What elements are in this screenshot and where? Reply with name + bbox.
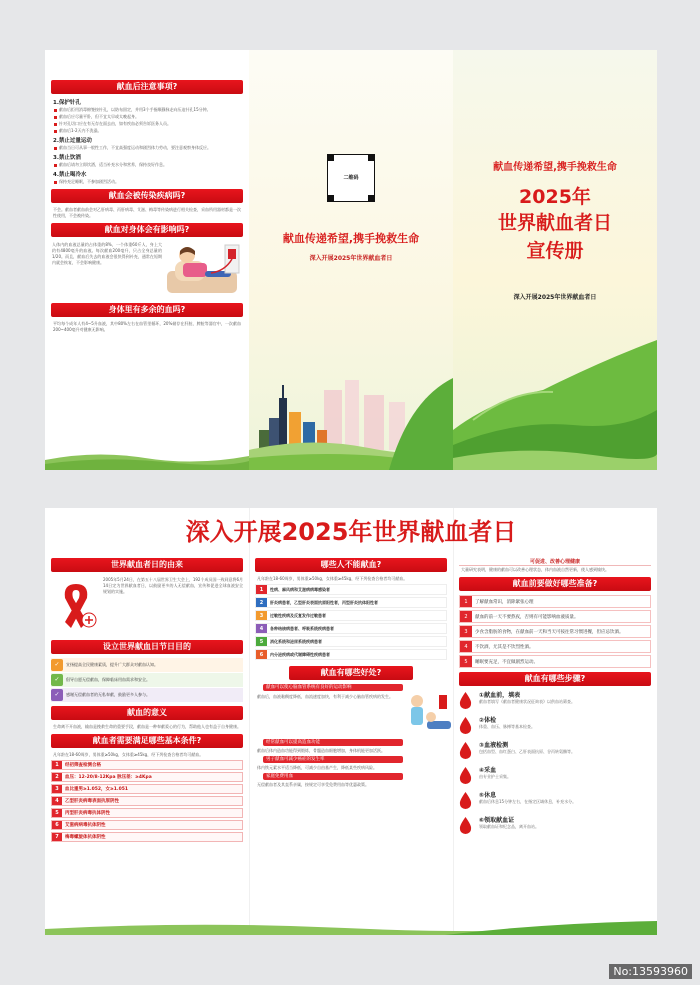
benefits-title: 献血有哪些好处? — [289, 666, 413, 680]
step-item: ①献血前，填表 献血者填写《献血者健康状况征询表》以供血站筛查。 — [479, 690, 651, 712]
blood-drop-icon — [459, 742, 472, 759]
watermark: No:13593960 — [609, 964, 692, 979]
intro-text: 大量研究表明，健康的献血可以改善心理状态，体内血液自然更新，使人感到愉快。 — [461, 567, 609, 572]
back-slogan: 献血传递希望,携手挽救生命 — [282, 232, 420, 245]
blood-drop-icon — [459, 767, 472, 784]
condition-item: 6 艾滋病病毒抗体阴性 — [51, 820, 243, 830]
back-subtitle: 深入开展2025年世界献血者日 — [309, 255, 393, 262]
condition-item: 4 乙型肝炎病毒表面抗原阴性 — [51, 796, 243, 806]
s2-title: 2.禁止过量运动 — [53, 138, 92, 144]
cover-year: 2025年 — [519, 186, 591, 208]
prep-title: 献血前要做好哪些准备? — [459, 577, 651, 591]
benefit-heading: 献血可以使心脑血管系统有良好的运动影响 — [263, 684, 403, 691]
benefit-heading: 经常献血可以提高造血功能 — [263, 739, 403, 746]
prep-item: 5 睡眠要充足，不宜做剧烈运动。 — [459, 655, 651, 668]
benefit-text: 体内铁元素水平适当降低，可减少自由基产生，降低某些疾病风险。 — [257, 765, 377, 770]
purpose-item: ✓ 倡导自愿无偿献血，保障临床用血需求和安全。 — [51, 673, 243, 687]
reason-item: 6 内分泌疾病或代谢障碍性疾病患者 — [255, 649, 447, 660]
conditions-text: 凡年龄在18-60周岁，男体重≥50kg，女体重≥45kg，经下列检查合格者均可献血。 — [53, 752, 204, 757]
brochure-outer-sheet — [45, 50, 657, 470]
benefit-text: 献血后，血液黏稠度降低，血流速度加快，有利于减少心脑血管疾病的发生。 — [257, 694, 393, 699]
step-item: ③血液检测 包括血型、血红蛋白、乙肝表面抗原、谷丙转氨酶等。 — [479, 740, 651, 762]
prep-item: 4 不饮酒，尤其是不饮烈性酒。 — [459, 640, 651, 653]
step-item: ②体检 体重、血压、脉搏等基本检查。 — [479, 715, 651, 737]
brochure-inner-sheet — [45, 508, 657, 935]
blood-drop-icon — [459, 692, 472, 709]
extra-blood-text: 平均每个成年人有4~5升血液，其中80%左右在血管里循环，20%储存在肝脏、脾脏等器官中，一次献血200~400毫升对健康无影响。 — [53, 321, 241, 332]
inner-main-title: 深入开展2025年世界献血者日 — [185, 518, 517, 546]
s1-item: 献血后拒用消毒棉签按针孔，以防布固定，并用3个手指顺静脉走向压迫针孔15分钟。 — [59, 107, 241, 113]
reason-item: 1 性病、麻风病和艾滋病病毒感染者 — [255, 584, 447, 595]
step-item: ④采血 由专业护士采集。 — [479, 765, 651, 787]
bullet-icon: ✓ — [51, 674, 63, 686]
grass-decoration — [45, 448, 249, 470]
section-title-extra-blood: 身体里有多余的血吗? — [51, 303, 243, 317]
panel-steps — [453, 554, 657, 935]
blood-drop-icon — [459, 817, 472, 834]
panel-after-donation — [45, 50, 249, 470]
condition-item: 3 血比重男≥1.052，女≥1.051 — [51, 784, 243, 794]
reason-item: 4 各种结核病患者、呼吸系统疾病患者 — [255, 623, 447, 634]
condition-item: 5 丙型肝炎病毒抗体阴性 — [51, 808, 243, 818]
qr-code — [327, 154, 375, 202]
qr-label: 二维码 — [343, 175, 359, 181]
blood-drop-icon — [459, 792, 472, 809]
bottom-grass-decoration — [45, 921, 657, 935]
purpose-item: ✓ 感谢无偿献血者的无私奉献，鼓励更多人参与。 — [51, 688, 243, 702]
panel-cover — [453, 50, 657, 470]
reason-item: 3 过敏性疾病及反复发作过敏患者 — [255, 610, 447, 621]
s4-text: 保持充足睡眠，不参加剧烈活动。 — [59, 179, 241, 185]
cover-title: 世界献血者日 — [497, 212, 612, 234]
bullet-icon: ✓ — [51, 659, 63, 671]
cannot-title: 哪些人不能献血? — [255, 558, 447, 572]
s1-title: 1.保护针孔 — [53, 100, 81, 106]
condition-item: 1 经初筛查检测合格 — [51, 760, 243, 770]
section-title-after: 献血后注意事项? — [51, 80, 243, 94]
intro-tag: 可促进、改善心理健康 — [459, 558, 651, 566]
benefit-text: 献血后体内造血功能得到锻炼，骨髓造血细胞增加，身体机能更加活跃。 — [257, 748, 385, 753]
conditions-title: 献血者需要满足哪些基本条件? — [51, 734, 243, 748]
benefit-heading: 男子献血可减少癌症的发生率 — [263, 756, 403, 763]
panel-origin — [45, 554, 249, 935]
step-item: ⑤休息 献血后休息15分钟左右，在指定区域休息，补充水分。 — [479, 790, 651, 812]
cover-slogan: 献血传递希望,携手挽救生命 — [493, 162, 617, 173]
effect-text: 人体内的血液总量约占体重的8%，一个体重60斤人，身上大约有4800毫升的血液。每次献血200毫升，只占全身总量的1/20。而且，献血后失去的血液会很快得到补充，通常在短期内就会恢复，不会影响健康。 — [52, 242, 162, 265]
origin-text: 2005年5月24日，在第五十八届世界卫生大会上，192个成员国一致同意将6月14日定为世界献血者日，以鼓励更多的人无偿献血，宣传和促进全球血液安全规划的实施。 — [103, 577, 243, 594]
s4-title: 4.禁止喝冷水 — [53, 172, 87, 178]
reason-item: 5 消化系统和泌尿系统疾病患者 — [255, 636, 447, 647]
cannot-text: 凡年龄在18-60周岁，男体重≥50kg，女体重≥45kg，经下列检查合格者均可献血。 — [257, 576, 408, 581]
blood-drop-icon — [459, 717, 472, 734]
s1-item: 针对孔切口应在有无存在面去由，如有疾血必须告诉医务人员。 — [59, 121, 241, 127]
section-title-infection: 献血会被传染疾病吗? — [51, 189, 243, 203]
cover-subtitle: 深入开展2025年世界献血者日 — [513, 294, 597, 301]
purpose-item: ✓ 宣扬提高全民健康素质，提升广大群众对献血认知。 — [51, 658, 243, 672]
meaning-text: 生命离不开血液，输血是挽救生命的重要手段，献血是一种奉献爱心的行为，帮助他人也有益于自身健康。 — [53, 724, 241, 729]
s3-title: 3.禁止饮酒 — [53, 155, 81, 161]
panel-back — [249, 50, 453, 470]
red-ribbon-icon — [51, 576, 101, 636]
s1-item: 献血后应尽量平卧，但不宜太早或太晚起身。 — [59, 114, 241, 120]
donor-illustration — [165, 241, 245, 299]
condition-item: 7 梅毒螺旋体抗体阴性 — [51, 832, 243, 842]
step-item: ⑥领取献血证 领取献血证和纪念品，离开血站。 — [479, 815, 651, 837]
prep-item: 2 献血的前一天不要熬夜，否则有可能影响血液质量。 — [459, 610, 651, 623]
cover-title-brochure: 宣传册 — [526, 240, 584, 262]
purpose-title: 设立世界献血日节日目的 — [51, 640, 243, 654]
reason-item: 2 肝炎病患者，乙型肝炎表面抗原阳性者，丙型肝炎抗体阳性者 — [255, 597, 447, 608]
panel-cannot-donate — [249, 554, 453, 935]
meaning-title: 献血的意义 — [51, 706, 243, 720]
bullet-icon: ✓ — [51, 689, 63, 701]
nurse-illustration — [403, 693, 453, 737]
s3-text: 献血后请勿立即饮酒，适当补充水分和营养，保持良好作息。 — [59, 162, 241, 168]
benefit-text: 无偿献血者及其直系亲属，按规定可享受免费用血等优惠政策。 — [257, 782, 369, 787]
steps-title: 献血有哪些步骤? — [459, 672, 651, 686]
benefit-heading: 家庭免费用血 — [263, 773, 403, 780]
s1-item: 献血后1-2天内不洗澡。 — [59, 128, 241, 134]
s2-text: 献血当日可从事一般性工作，不宜高强度运动和剧烈体力劳动，要注意观察身体反应。 — [59, 145, 241, 151]
prep-item: 3 少食含脂肪的食物，在献血前一天和当天可按往常习惯进餐，但应忌饮酒。 — [459, 625, 651, 638]
infection-text: 不会。献血者献血前会对乙肝病毒、丙肝病毒、艾滋、梅毒等传染病进行相关检查，采血所用器材都是一次性使用，不会被传染。 — [53, 207, 241, 218]
city-skyline — [249, 340, 453, 470]
prep-item: 1 了解献血常识，消除紧张心理 — [459, 595, 651, 608]
green-hills — [453, 320, 657, 470]
section-title-effect: 献血对身体会有影响吗? — [51, 223, 243, 237]
origin-title: 世界献血者日的由来 — [51, 558, 243, 572]
condition-item: 2 血压：12-20/8-12Kpa 脉压差：≥4Kpa — [51, 772, 243, 782]
